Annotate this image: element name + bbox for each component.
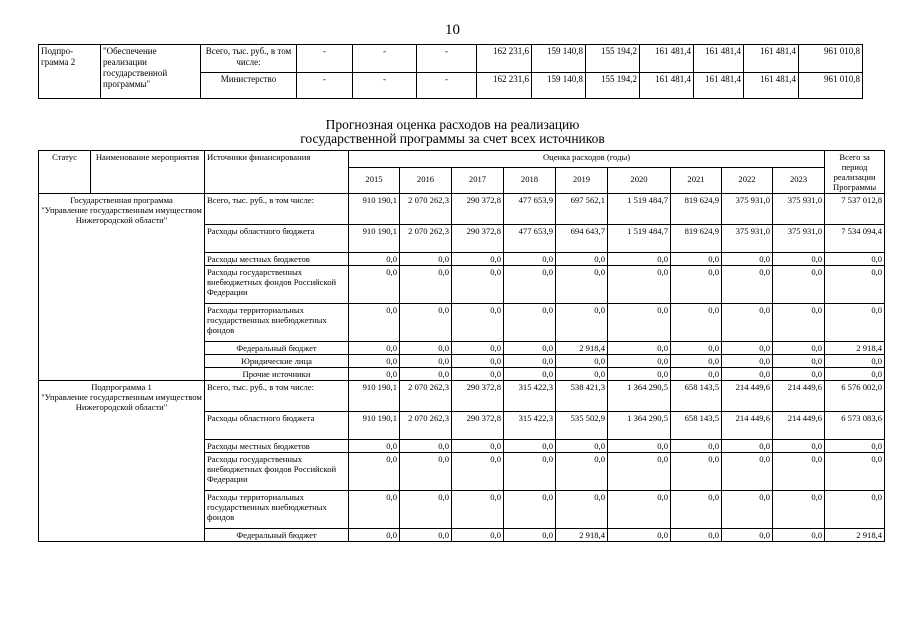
value-cell: 0,0 <box>825 355 885 368</box>
heading-line-1: Прогнозная оценка расходов на реализацию <box>325 117 580 132</box>
group-name: "Управление государственным имуществом Нижегородской области" <box>41 205 202 225</box>
row-source: Расходы местных бюджетов <box>205 253 349 266</box>
value-cell: 694 643,7 <box>556 225 608 253</box>
value-cell: 0,0 <box>671 368 722 381</box>
value-cell: 819 624,9 <box>671 194 722 225</box>
value-cell: 315 422,3 <box>504 412 556 440</box>
value-cell: 0,0 <box>556 304 608 342</box>
value-cell: 0,0 <box>722 368 773 381</box>
value-cell: 0,0 <box>400 368 452 381</box>
value-cell: 0,0 <box>349 304 400 342</box>
header-total: Всего за период реализации Программы <box>825 151 885 194</box>
value-cell: 0,0 <box>452 266 504 304</box>
value-cell: 910 190,1 <box>349 381 400 412</box>
value-cell: 0,0 <box>504 342 556 355</box>
value-cell: 290 372,8 <box>452 412 504 440</box>
subprogram-2-table <box>38 44 863 99</box>
value-cell: 0,0 <box>504 266 556 304</box>
header-status: Статус <box>39 151 91 194</box>
value-cell: 0,0 <box>400 529 452 542</box>
value-cell: 375 931,0 <box>722 225 773 253</box>
table-row <box>39 381 885 412</box>
value-cell: 0,0 <box>825 266 885 304</box>
value-cell: 0,0 <box>608 453 671 491</box>
value-cell: 0,0 <box>671 355 722 368</box>
group-cell <box>39 194 205 381</box>
value-cell: 161 481,4 <box>640 45 694 73</box>
value-cell: 0,0 <box>349 355 400 368</box>
group-status: Подпрограмма 1 <box>91 382 152 392</box>
value-cell: 0,0 <box>608 368 671 381</box>
value-cell: 0,0 <box>400 253 452 266</box>
value-cell: 1 519 484,7 <box>608 194 671 225</box>
value-cell: 0,0 <box>452 529 504 542</box>
year-header-2018: 2018 <box>504 168 556 194</box>
row-source: Министерство <box>201 73 297 99</box>
value-cell: 0,0 <box>722 266 773 304</box>
value-cell: 0,0 <box>608 342 671 355</box>
value-cell: 0,0 <box>722 440 773 453</box>
value-cell: 0,0 <box>452 368 504 381</box>
value-cell: 1 519 484,7 <box>608 225 671 253</box>
row-source: Всего, тыс. руб., в том числе: <box>205 381 349 412</box>
header-sources: Источники финансирования <box>205 151 349 194</box>
value-cell: 0,0 <box>671 304 722 342</box>
value-cell: 2 070 262,3 <box>400 194 452 225</box>
row-source: Всего, тыс. руб., в том числе: <box>205 194 349 225</box>
value-cell: 290 372,8 <box>452 194 504 225</box>
value-cell: 0,0 <box>349 440 400 453</box>
value-cell: 0,0 <box>504 491 556 529</box>
value-cell: 0,0 <box>504 355 556 368</box>
row-source: Расходы государственных внебюджетных фондов Российской Федерации <box>205 453 349 491</box>
value-cell: 0,0 <box>452 491 504 529</box>
row-source: Прочие источники <box>205 368 349 381</box>
value-cell: 0,0 <box>452 355 504 368</box>
table-row <box>39 45 863 73</box>
value-cell: 161 481,4 <box>744 73 799 99</box>
header-name: Наименование мероприятия <box>91 151 205 194</box>
value-cell: 0,0 <box>608 266 671 304</box>
heading-line-2: государственной программы за счет всех источников <box>300 131 605 146</box>
value-cell: 2 070 262,3 <box>400 412 452 440</box>
row-source: Расходы местных бюджетов <box>205 440 349 453</box>
value-cell: - <box>297 73 353 99</box>
value-cell: 2 918,4 <box>556 342 608 355</box>
value-cell: 910 190,1 <box>349 225 400 253</box>
value-cell: 375 931,0 <box>722 194 773 225</box>
value-cell: 161 481,4 <box>744 45 799 73</box>
value-cell: 159 140,8 <box>532 45 586 73</box>
row-source: Расходы областного бюджета <box>205 412 349 440</box>
row-source: Расходы территориальных государственных внебюджетных фондов <box>205 491 349 529</box>
year-header-2015: 2015 <box>349 168 400 194</box>
value-cell: 290 372,8 <box>452 225 504 253</box>
value-cell: - <box>417 73 477 99</box>
value-cell: 0,0 <box>400 491 452 529</box>
value-cell: 0,0 <box>349 266 400 304</box>
value-cell: 0,0 <box>608 440 671 453</box>
value-cell: 375 931,0 <box>773 194 825 225</box>
table-heading <box>0 118 905 146</box>
row-source: Федеральный бюджет <box>205 529 349 542</box>
value-cell: 0,0 <box>504 440 556 453</box>
value-cell: 0,0 <box>504 304 556 342</box>
value-cell: 0,0 <box>671 453 722 491</box>
value-cell: 0,0 <box>773 368 825 381</box>
value-cell: 0,0 <box>722 491 773 529</box>
value-cell: 0,0 <box>722 529 773 542</box>
row-name: "Обеспечение реализации государственной программы" <box>101 45 201 99</box>
value-cell: 162 231,6 <box>477 45 532 73</box>
header-estimate: Оценка расходов (годы) <box>349 151 825 168</box>
value-cell: 0,0 <box>773 529 825 542</box>
value-cell: 0,0 <box>504 253 556 266</box>
row-source: Юридические лица <box>205 355 349 368</box>
year-header-2017: 2017 <box>452 168 504 194</box>
value-cell: 0,0 <box>825 253 885 266</box>
value-cell: 477 653,9 <box>504 225 556 253</box>
value-cell: 961 010,8 <box>799 45 863 73</box>
value-cell: 0,0 <box>773 355 825 368</box>
value-cell: 0,0 <box>556 355 608 368</box>
value-cell: 0,0 <box>452 342 504 355</box>
row-status: Подпро-грамма 2 <box>39 45 101 99</box>
value-cell: 2 070 262,3 <box>400 381 452 412</box>
value-cell: 0,0 <box>349 491 400 529</box>
value-cell: 0,0 <box>400 453 452 491</box>
value-cell: 0,0 <box>773 342 825 355</box>
group-cell <box>39 381 205 542</box>
value-cell: - <box>353 45 417 73</box>
row-source: Расходы областного бюджета <box>205 225 349 253</box>
value-cell: 0,0 <box>608 304 671 342</box>
value-cell: 0,0 <box>825 440 885 453</box>
value-cell: 0,0 <box>504 368 556 381</box>
value-cell: 0,0 <box>556 440 608 453</box>
value-cell: 7 534 094,4 <box>825 225 885 253</box>
value-cell: 7 537 012,8 <box>825 194 885 225</box>
value-cell: 0,0 <box>400 304 452 342</box>
value-cell: 214 449,6 <box>722 381 773 412</box>
value-cell: 0,0 <box>608 253 671 266</box>
value-cell: 6 576 002,0 <box>825 381 885 412</box>
value-cell: 0,0 <box>349 453 400 491</box>
value-cell: 214 449,6 <box>722 412 773 440</box>
value-cell: 0,0 <box>504 529 556 542</box>
value-cell: 0,0 <box>349 342 400 355</box>
value-cell: 0,0 <box>825 368 885 381</box>
value-cell: 477 653,9 <box>504 194 556 225</box>
group-name: "Управление государственным имуществом Нижегородской области" <box>41 392 202 412</box>
value-cell: 538 421,3 <box>556 381 608 412</box>
value-cell: 0,0 <box>671 491 722 529</box>
value-cell: 910 190,1 <box>349 412 400 440</box>
year-header-2022: 2022 <box>722 168 773 194</box>
value-cell: 0,0 <box>773 253 825 266</box>
value-cell: 161 481,4 <box>640 73 694 99</box>
value-cell: 375 931,0 <box>773 225 825 253</box>
value-cell: 0,0 <box>722 253 773 266</box>
value-cell: 0,0 <box>452 304 504 342</box>
value-cell: 0,0 <box>556 266 608 304</box>
value-cell: 0,0 <box>608 529 671 542</box>
value-cell: 0,0 <box>722 342 773 355</box>
value-cell: 0,0 <box>556 491 608 529</box>
value-cell: 0,0 <box>400 440 452 453</box>
value-cell: 0,0 <box>671 253 722 266</box>
value-cell: 0,0 <box>556 453 608 491</box>
value-cell: 0,0 <box>773 453 825 491</box>
row-source: Всего, тыс. руб., в том числе: <box>201 45 297 73</box>
value-cell: 0,0 <box>504 453 556 491</box>
value-cell: 290 372,8 <box>452 381 504 412</box>
value-cell: 0,0 <box>825 491 885 529</box>
value-cell: 0,0 <box>722 304 773 342</box>
value-cell: 0,0 <box>773 304 825 342</box>
group-status: Государственная программа <box>70 195 173 205</box>
value-cell: 0,0 <box>400 266 452 304</box>
year-header-2020: 2020 <box>608 168 671 194</box>
row-source: Федеральный бюджет <box>205 342 349 355</box>
value-cell: 0,0 <box>452 253 504 266</box>
value-cell: - <box>417 45 477 73</box>
value-cell: 910 190,1 <box>349 194 400 225</box>
value-cell: 2 070 262,3 <box>400 225 452 253</box>
value-cell: 161 481,4 <box>694 73 744 99</box>
value-cell: 162 231,6 <box>477 73 532 99</box>
value-cell: 2 918,4 <box>825 342 885 355</box>
year-header-2019: 2019 <box>556 168 608 194</box>
value-cell: 1 364 290,5 <box>608 412 671 440</box>
value-cell: 0,0 <box>773 266 825 304</box>
value-cell: 0,0 <box>671 266 722 304</box>
value-cell: 214 449,6 <box>773 412 825 440</box>
value-cell: 315 422,3 <box>504 381 556 412</box>
value-cell: 658 143,5 <box>671 381 722 412</box>
value-cell: 0,0 <box>349 529 400 542</box>
row-source: Расходы государственных внебюджетных фондов Российской Федерации <box>205 266 349 304</box>
value-cell: 0,0 <box>722 355 773 368</box>
value-cell: 155 194,2 <box>586 45 640 73</box>
table-row <box>39 194 885 225</box>
value-cell: 961 010,8 <box>799 73 863 99</box>
value-cell: 155 194,2 <box>586 73 640 99</box>
value-cell: 0,0 <box>825 453 885 491</box>
value-cell: 0,0 <box>556 253 608 266</box>
value-cell: 0,0 <box>349 253 400 266</box>
forecast-expenses-table <box>38 150 885 542</box>
value-cell: 6 573 083,6 <box>825 412 885 440</box>
value-cell: 0,0 <box>556 368 608 381</box>
year-header-2023: 2023 <box>773 168 825 194</box>
value-cell: 0,0 <box>400 355 452 368</box>
value-cell: 0,0 <box>773 491 825 529</box>
value-cell: 658 143,5 <box>671 412 722 440</box>
value-cell: 0,0 <box>400 342 452 355</box>
value-cell: 0,0 <box>671 342 722 355</box>
value-cell: 535 502,9 <box>556 412 608 440</box>
value-cell: 819 624,9 <box>671 225 722 253</box>
row-source: Расходы территориальных государственных внебюджетных фондов <box>205 304 349 342</box>
value-cell: 0,0 <box>773 440 825 453</box>
value-cell: 0,0 <box>608 491 671 529</box>
value-cell: 0,0 <box>452 440 504 453</box>
year-header-2021: 2021 <box>671 168 722 194</box>
value-cell: - <box>297 45 353 73</box>
value-cell: 697 562,1 <box>556 194 608 225</box>
page-number: 10 <box>445 22 460 38</box>
value-cell: 0,0 <box>671 440 722 453</box>
value-cell: 0,0 <box>825 304 885 342</box>
value-cell: 2 918,4 <box>556 529 608 542</box>
value-cell: 0,0 <box>608 355 671 368</box>
value-cell: 0,0 <box>452 453 504 491</box>
value-cell: 0,0 <box>349 368 400 381</box>
value-cell: 2 918,4 <box>825 529 885 542</box>
year-header-2016: 2016 <box>400 168 452 194</box>
value-cell: 159 140,8 <box>532 73 586 99</box>
value-cell: 214 449,6 <box>773 381 825 412</box>
value-cell: 0,0 <box>722 453 773 491</box>
value-cell: 1 364 290,5 <box>608 381 671 412</box>
value-cell: - <box>353 73 417 99</box>
header-row <box>39 151 885 168</box>
value-cell: 0,0 <box>671 529 722 542</box>
value-cell: 161 481,4 <box>694 45 744 73</box>
